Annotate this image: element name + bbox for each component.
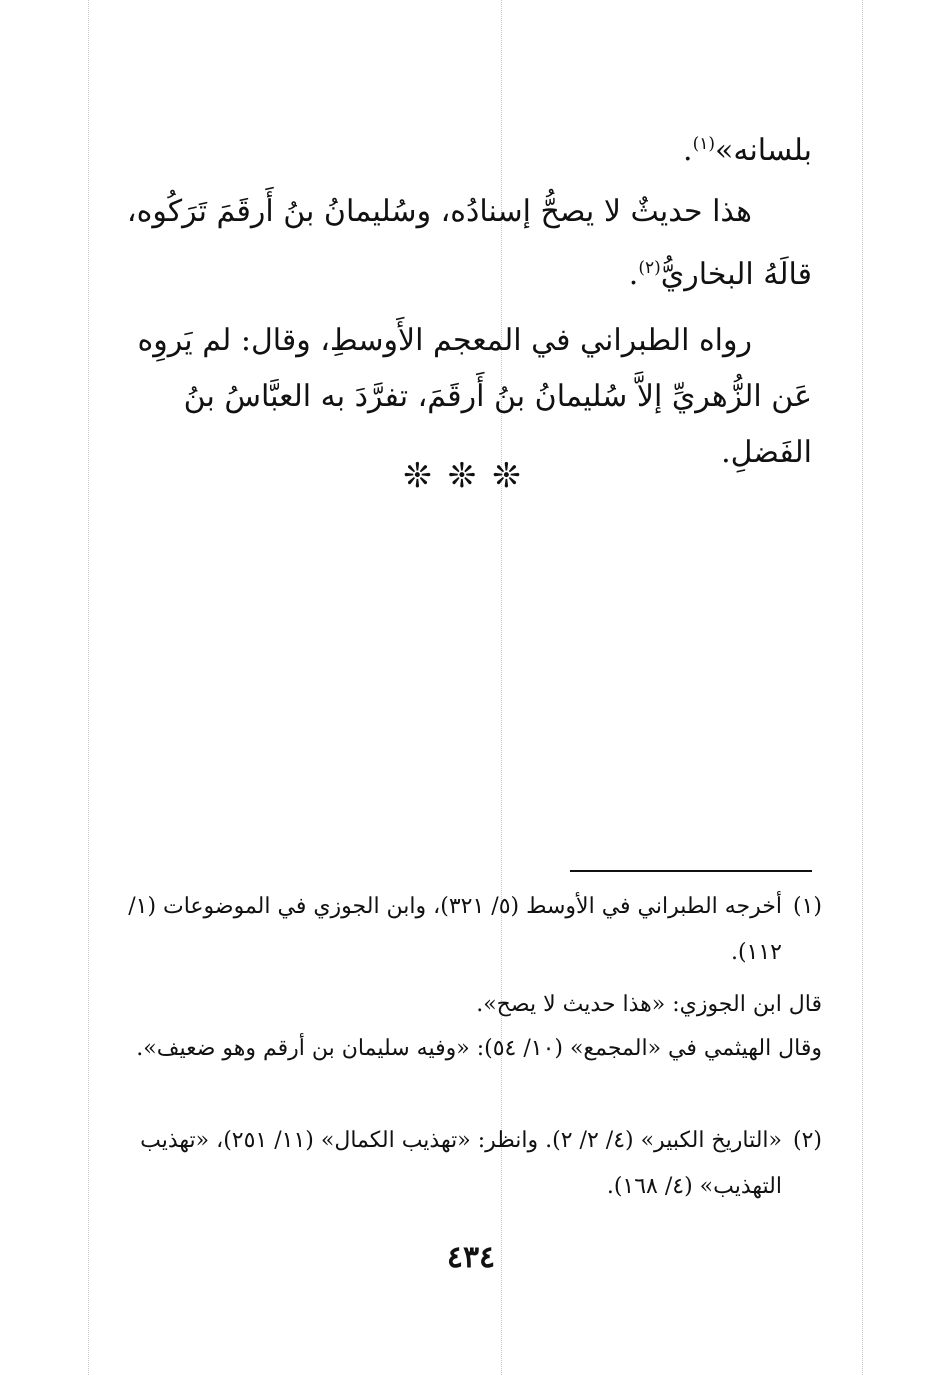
paragraph-3: رواه الطبراني في المعجم الأَوسطِ، وقال: لم يَروِه عَن الزُّهريِّ إلاَّ سُليمانُ بنُ أَرقَمَ، تفرَّدَ به العبَّاسُ بنُ الفَضلِ. <box>137 323 812 470</box>
footnote-ref-1[interactable]: (١) <box>692 134 716 154</box>
paragraph-2-text: هذا حديثٌ لا يصحُّ إسنادُه، وسُليمانُ بنُ أَرقَمَ تَرَكُوه، قالَهُ البخاريُّ <box>126 194 812 292</box>
footnote-1-text: أخرجه الطبراني في الأوسط (٥/ ٣٢١)، وابن الجوزي في الموضوعات (١/ ١١٢). <box>128 894 782 965</box>
paragraph-2 <box>112 184 812 303</box>
paragraph-1-text: بلسانه» <box>715 133 812 168</box>
paragraph-1-end: . <box>683 133 693 168</box>
footnote-1-number: (١) <box>792 894 822 919</box>
footnote-2-text: «التاريخ الكبير» (٤/ ٢/ ٢). وانظر: «تهذيب الكمال» (١١/ ٢٥١)، «تهذيب التهذيب» (٤/ ١٦٨). <box>140 1128 782 1199</box>
footnote-1-line-2: قال ابن الجوزي: «هذا حديث لا يصح». <box>476 992 822 1017</box>
footnote-ref-2[interactable]: (٢) <box>638 258 661 278</box>
footnote-2-number: (٢) <box>792 1128 822 1153</box>
footnote-2 <box>82 1118 822 1210</box>
paragraph-2-end: . <box>628 257 639 292</box>
page-number: ٤٣٤ <box>446 1240 496 1275</box>
paragraph-1 <box>112 116 812 179</box>
section-separator: ❊❊❊ <box>403 456 537 496</box>
scan-guide-line <box>862 0 863 1375</box>
footnote-divider <box>570 870 812 872</box>
footnote-1 <box>82 884 822 976</box>
footnote-1-line-3: وقال الهيثمي في «المجمع» (١٠/ ٥٤): «وفيه سليمان بن أرقم وهو ضعيف». <box>136 1036 822 1061</box>
